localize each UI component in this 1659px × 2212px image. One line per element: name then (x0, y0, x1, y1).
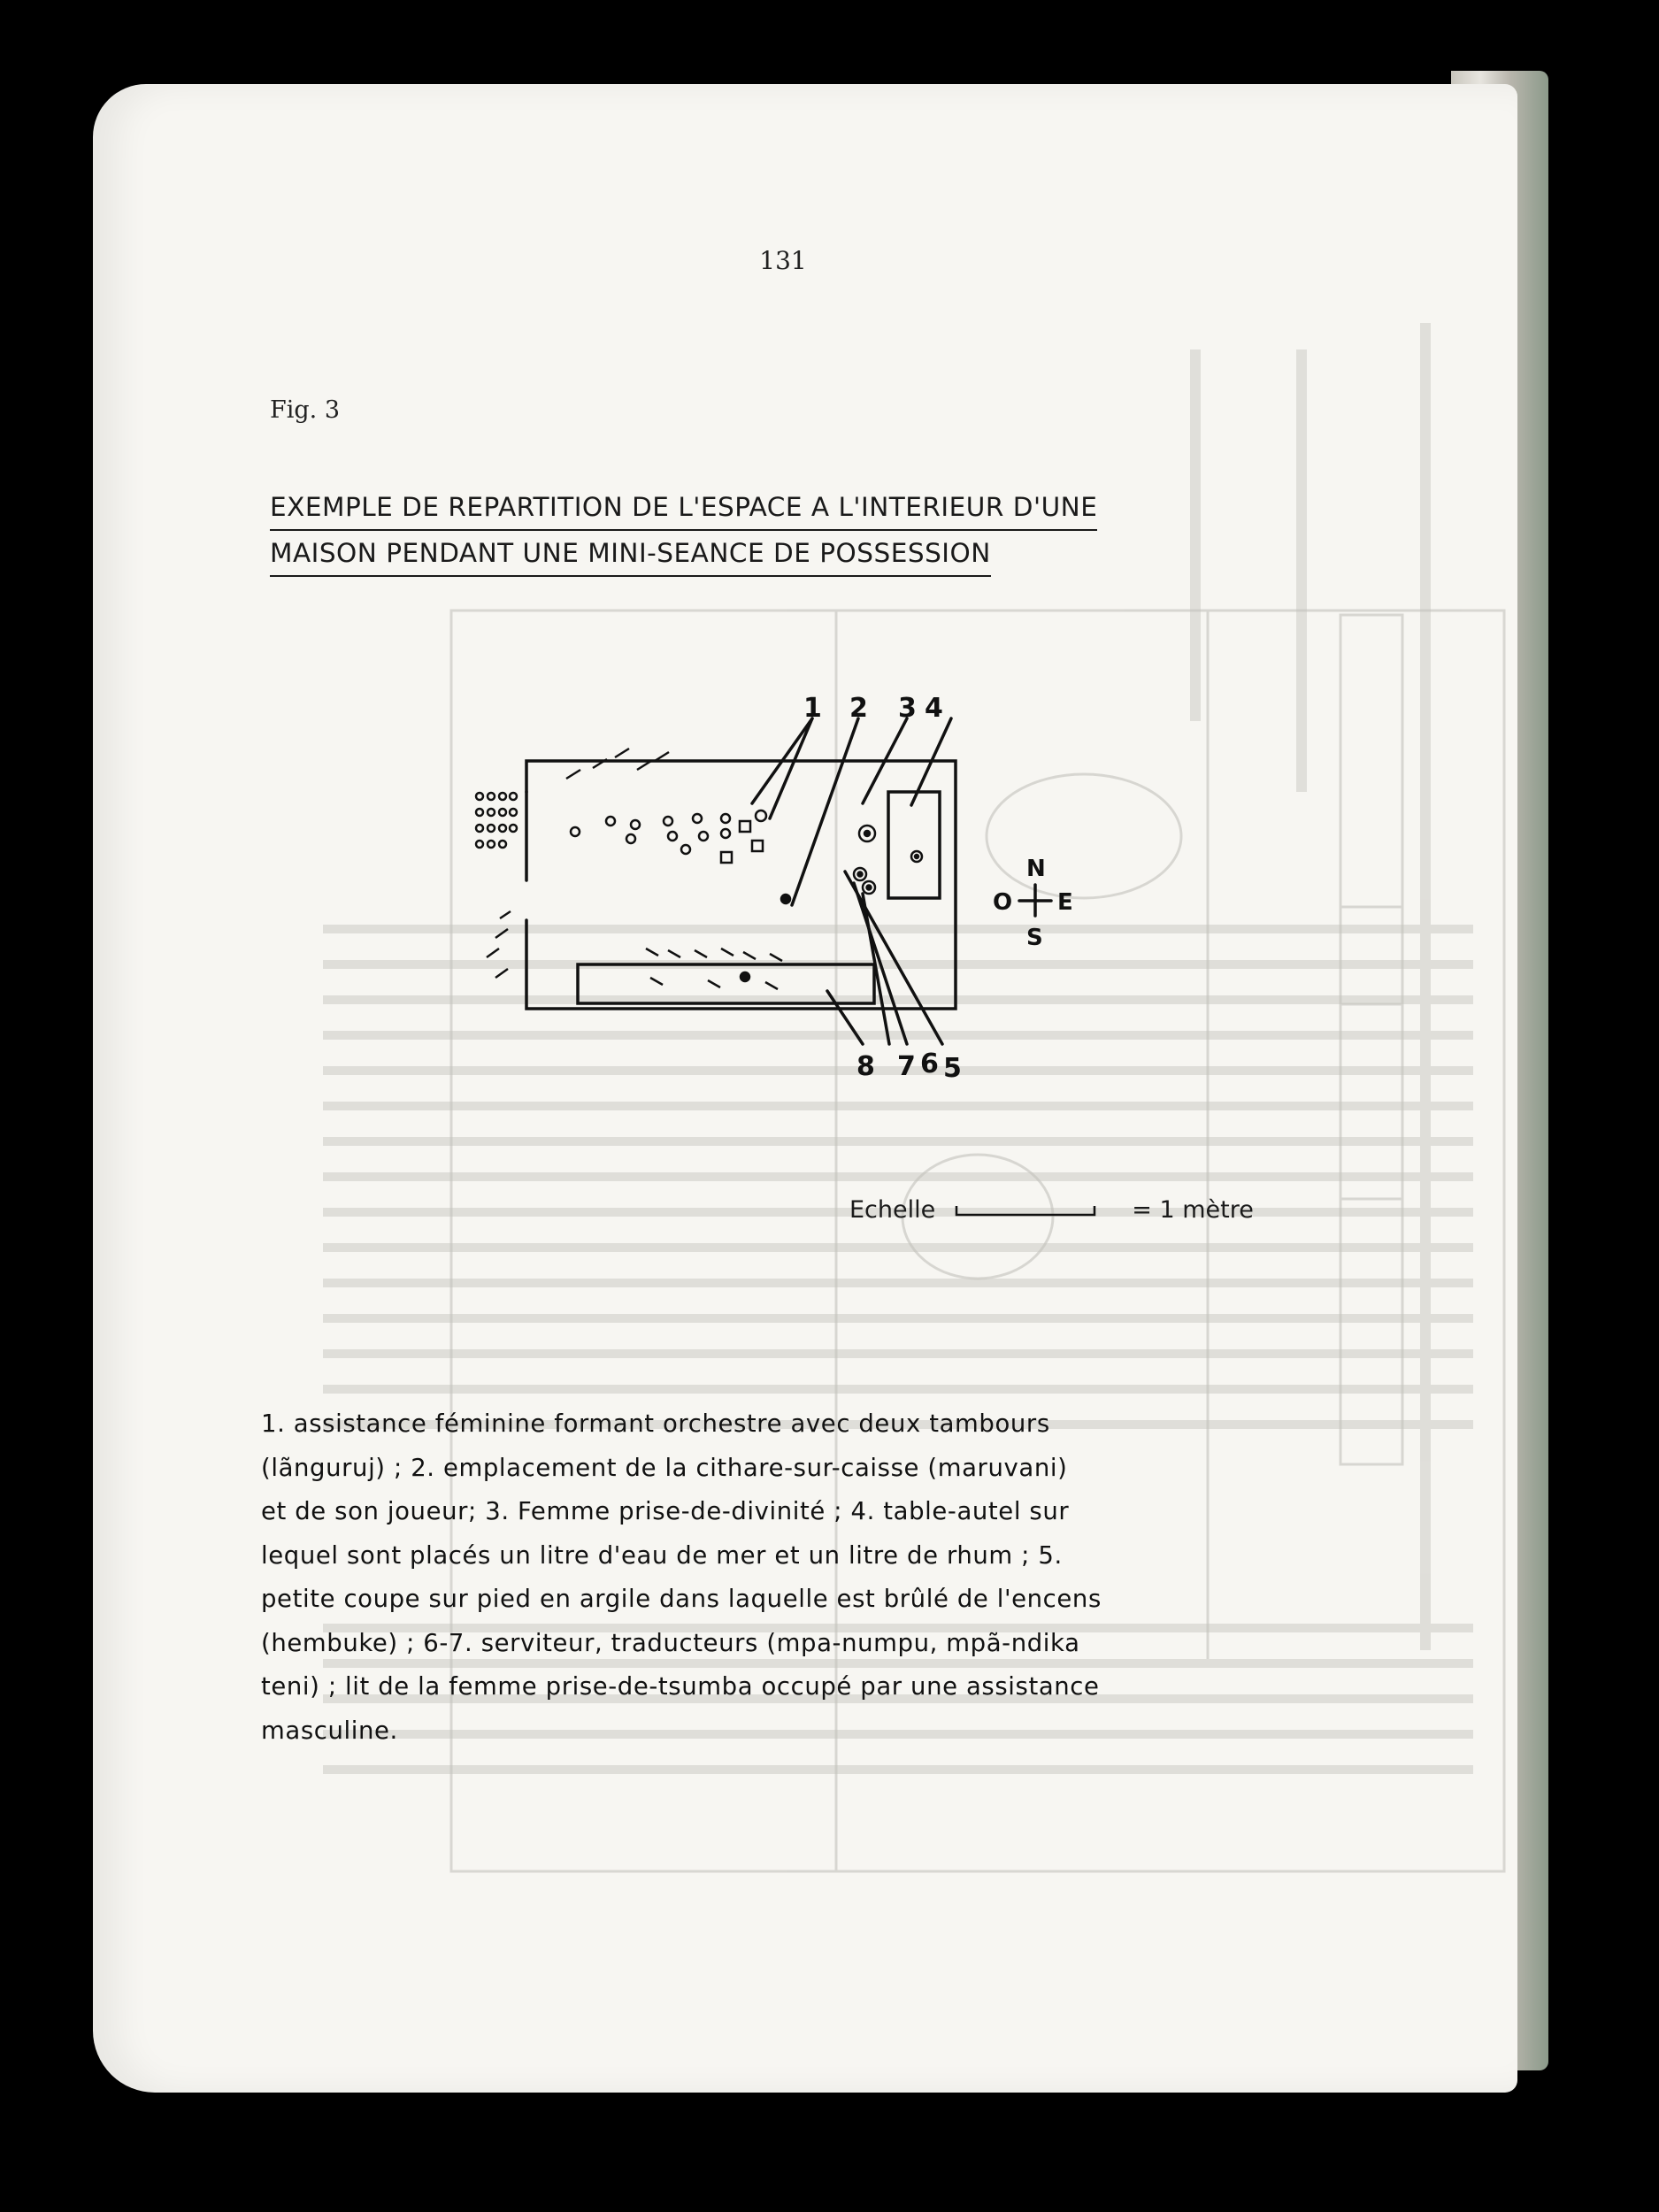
callout-2: 2 (849, 693, 868, 724)
legend-line-2: (lãnguruj) ; 2. emplacement de la cithare-sur-caisse (maruvani) (261, 1453, 1068, 1482)
legend-line-6: (hembuke) ; 6-7. serviteur, traducteurs (mpa-numpu, mpã-ndika (261, 1628, 1080, 1657)
compass-east: E (1057, 889, 1073, 916)
legend-line-4: lequel sont placés un litre d'eau de mer et un litre de rhum ; 5. (261, 1540, 1063, 1570)
title-line-1: EXEMPLE DE REPARTITION DE L'ESPACE A L'INTERIEUR D'UNE (270, 485, 1097, 531)
scale-bar (955, 1204, 1096, 1217)
callout-6: 6 (920, 1048, 939, 1079)
legend-line-7: teni) ; lit de la femme prise-de-tsumba occupé par une assistance (261, 1672, 1100, 1701)
compass-north: N (1026, 856, 1046, 882)
incense-cup (911, 851, 922, 862)
title-line-2: MAISON PENDANT UNE MINI-SEANCE DE POSSESSION (270, 531, 991, 577)
men-north-outside (566, 749, 669, 779)
legend-line-5: petite coupe sur pied en argile dans laquelle est brûlé de l'encens (261, 1585, 1102, 1613)
bed (578, 964, 874, 1003)
floor-plan-diagram (460, 672, 1115, 1097)
figure-title (270, 485, 1314, 577)
figure-legend (261, 1402, 1296, 1753)
callout-1: 1 (803, 693, 822, 724)
women-west-group (476, 793, 517, 848)
legend-line-3: et de son joueur; 3. Femme prise-de-divinité ; 4. table-autel sur (261, 1497, 1070, 1525)
men-on-bed (646, 949, 782, 989)
scale-row (849, 1196, 1254, 1224)
altar-table (888, 792, 940, 898)
women-inside-group (571, 814, 730, 854)
zither-player (781, 895, 790, 903)
scale-label: Echelle (849, 1196, 936, 1224)
page-number: 131 (759, 246, 807, 275)
legend-line-1: 1. assistance féminine formant orchestre avec deux tambours (261, 1409, 1050, 1438)
callout-8: 8 (856, 1051, 875, 1082)
men-west-outside (487, 911, 511, 978)
possessed-woman (859, 826, 875, 841)
people-figures (476, 749, 922, 989)
figure-label: Fig. 3 (270, 396, 340, 424)
callout-7: 7 (897, 1051, 916, 1082)
callout-4: 4 (925, 693, 943, 724)
callout-5: 5 (943, 1053, 962, 1084)
scale-value: = 1 mètre (1132, 1196, 1254, 1224)
callout-3: 3 (898, 693, 917, 724)
house-wall-north (526, 761, 956, 1009)
compass-south: S (1026, 925, 1043, 951)
legend-line-8: masculine. (261, 1716, 398, 1745)
compass-west: O (993, 889, 1013, 916)
